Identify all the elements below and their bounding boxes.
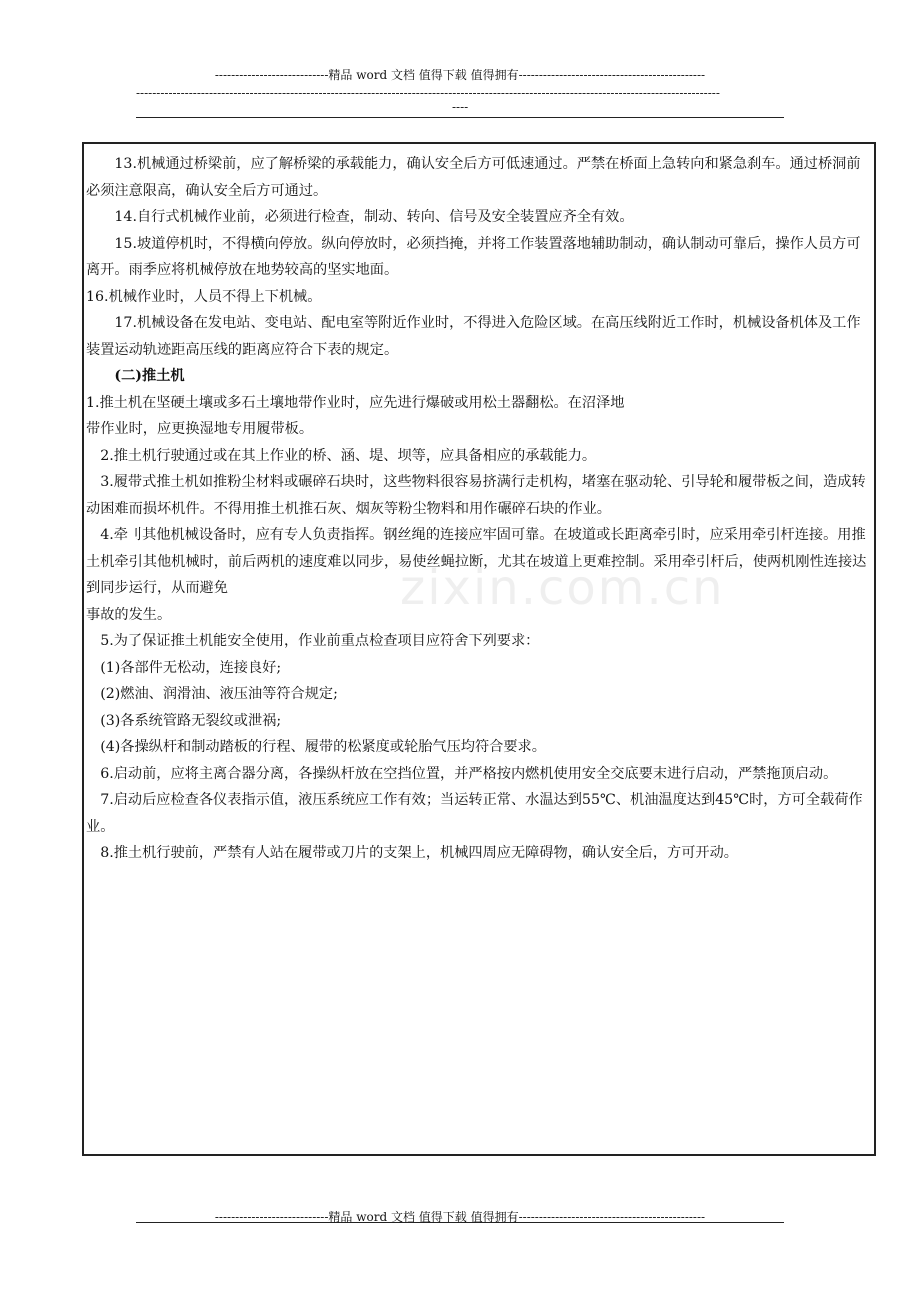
paragraph-3: 16.机械作业时，人员不得上下机械。 xyxy=(86,288,322,305)
paragraph-17: 6.启动前，应将主离合器分离，各操纵杆放在空挡位置，并严格按内燃机使用安全交底要末进行启动，严禁拖顶启动。 xyxy=(100,765,838,782)
page-footer-banner: ----------------------------精品 word 文档 值得下载 值得拥有---------------------------------------------- xyxy=(214,1210,706,1224)
paragraph-0: 13.机械通过桥梁前，应了解桥梁的承载能力，确认安全后方可低速通过。严禁在桥面上急转向和紧急刹车。通过桥洞前必须注意限高，确认安全后方可通过。 xyxy=(86,156,861,199)
paragraph-12: 5.为了保证推土机能安全使用，作业前重点检查项目应符舍下列要求： xyxy=(100,633,540,649)
page-header-dash-line: ------------------------------------------------------------------------------------------------------------------------------------------------ xyxy=(136,86,720,100)
paragraph-18: 7.启动后应检查各仪表指示值，液压系统应工作有效；当运转正常、水温达到55℃、机油温度达到45℃时，方可全载荷作业。 xyxy=(86,792,863,835)
checklist-item-1: (1)各部件无松动，连接良好; xyxy=(100,659,282,676)
paragraph-4: 17.机械设备在发电站、变电站、配电室等附近作业时，不得进入危险区域。在高压线附近工作时，机械设备机体及工作装置运动轨迹距高压线的距离应符合下表的规定。 xyxy=(86,315,861,358)
checklist-item-2: (2)燃油、润滑油、液压油等符合规定; xyxy=(100,686,338,702)
paragraph-11: 事故的发生。 xyxy=(86,606,172,623)
paragraph-6: 1.推土机在坚硬土壤或多石土壤地带作业时，应先进行爆破或用松土器翻松。在沼泽地 xyxy=(86,394,625,411)
content-frame xyxy=(82,142,876,1156)
paragraph-8: 2.推土机行驶通过或在其上作业的桥、涵、堤、坝等，应具备相应的承载能力。 xyxy=(100,447,597,464)
paragraph-10: 4.牵刂其他机械设备时，应有专人负责指挥。钢丝绳的连接应牢固可靠。在坡道或长距离牵引时，应采用牵引杆连接。用推土机牵引其他机械时，前后两机的速度难以同步，易使丝蝇拉断，尤其在坡道上更难控制。采用牵引杆后，使两机刚性连接达到同步运行，从而避免 xyxy=(86,527,867,596)
paragraph-19: 8.推土机行驶前，严禁有人站在履带或刀片的支架上，机械四周应无障碍物，确认安全后，方可开动。 xyxy=(100,845,738,861)
watermark-logo: zixin.com.cn xyxy=(400,560,725,616)
checklist-item-3: (3)各系统管路无裂纹或泄祸; xyxy=(100,712,282,729)
page-header-banner: ----------------------------精品 word 文档 值得下载 值得拥有---------------------------------------------- xyxy=(214,68,706,82)
paragraph-1: 14.自行式机械作业前，必须进行检查，制动、转向、信号及安全装置应齐全有效。 xyxy=(114,209,634,225)
checklist-item-4: (4)各操纵杆和制动踏板的行程、履带的松紧度或轮胎气压均符合要求。 xyxy=(100,739,546,755)
page-header-dash-tail: ---- xyxy=(452,100,469,114)
paragraph-9: 3.履带式推土机如推粉尘材料或碾碎石块时，这些物料很容易挤满行走机构，堵塞在驱动轮、引导轮和履带板之间，造成转动困难而损坏机件。不得用推土机推石灰、烟灰等粉尘物料和用作碾碎石块的作业。 xyxy=(86,474,866,517)
paragraph-2: 15.坡道停机时，不得横向停放。纵向停放时，必须挡掩，并将工作装置落地辅助制动，确认制动可靠后，操作人员方可离开。雨季应将机械停放在地势较高的坚实地面。 xyxy=(86,235,861,278)
section-heading: (二)推土机 xyxy=(114,368,185,384)
header-rule xyxy=(136,117,784,118)
footer-rule xyxy=(136,1222,784,1223)
paragraph-7: 带作业时，应更换湿地专用履带板。 xyxy=(86,421,314,437)
